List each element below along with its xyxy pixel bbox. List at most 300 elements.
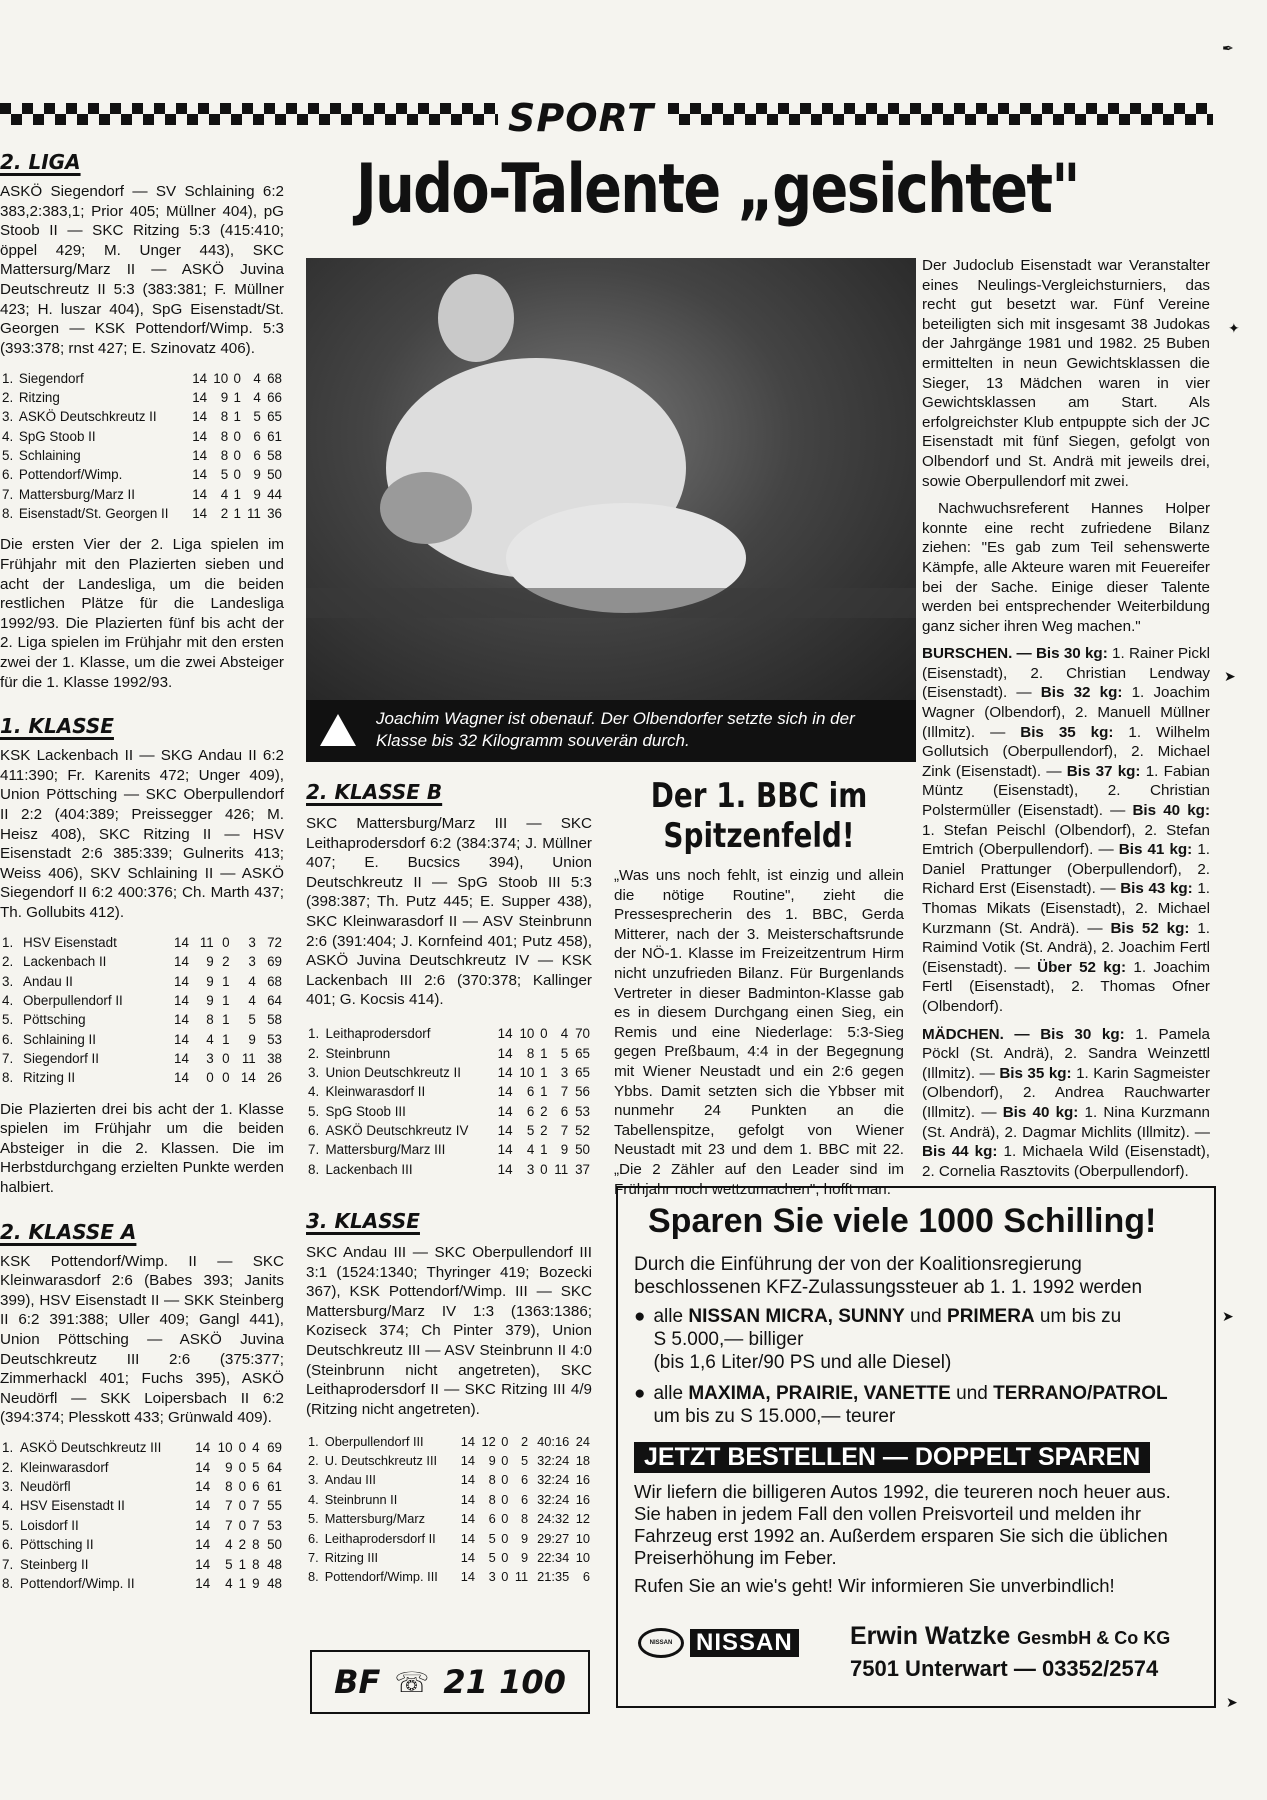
stat-cell: 1 [233,409,241,425]
table-row [306,1121,592,1140]
stat-cell: 5 [526,1123,535,1139]
stat-cell: 14 [460,1530,475,1546]
stat-cell: 72 [267,934,282,950]
caption-triangle-icon [320,714,356,746]
table-row [0,1554,284,1573]
rank-cell: 5. [2,1517,14,1533]
rank-cell: 4. [2,992,14,1008]
team-cell: HSV Eisenstadt II [19,1498,125,1514]
team-cell: Mattersburg/Marz III [325,1142,446,1158]
klasse1-table [0,933,284,1088]
stat-cell: 1 [540,1045,548,1061]
table-row [306,1490,592,1509]
stat-cell: 0 [222,1070,230,1086]
stat-cell: 14 [497,1103,513,1119]
stat-cell: 32:24 [537,1472,570,1488]
stat-cell: 5 [220,467,229,483]
stat-cell: 14 [195,1478,211,1494]
stat-cell: 0 [540,1161,548,1177]
stat-cell: 6 [253,428,261,444]
stat-cell: 0 [501,1549,509,1565]
nissan-emblem-icon: NISSAN [638,1628,684,1658]
stat-cell: 0 [238,1440,247,1456]
judo-photo [306,258,916,700]
dealer-name-text: Erwin Watzke [850,1622,1011,1650]
team-cell: Pöttsching [23,1012,86,1028]
rank-cell: 1. [2,934,14,950]
stat-cell: 1 [540,1084,548,1100]
stat-cell: 9 [220,389,229,405]
rank-cell: 8. [308,1161,320,1177]
table-row [0,952,284,971]
stat-cell: 14 [497,1123,513,1139]
stat-cell: 5 [253,409,261,425]
stat-cell: 14 [195,1556,211,1572]
team-cell: Ritzing II [23,1070,76,1086]
stat-cell: 1 [222,973,230,989]
ad-paragraph-1: Wir liefern die billigeren Autos 1992, die teureren noch heuer aus. Sie haben in jedem Fall den vollen Preisvorteil und melden ihr Fahrzeug erst 1992 an. Außerdem ersparen Sie sich die üblichen Preiserhöhung im Feber. [634,1481,1171,1568]
rank-cell: 6. [308,1530,319,1546]
rank-cell: 1. [2,1440,14,1456]
klasse2a-text: KSK Pottendorf/Wimp. II — SKC Kleinwarasdorf 2:6 (Babes 393; Janits 399), HSV Eisenstadt II — SKK Steinberg II 6:2 391:388; Uller 409; Gangl 441), Union Pöttsching — ASKÖ Juvina Deutschkreutz III 2:6 (375:377; Zimmerhackl 401; Fuchs 395), ASKÖ Neudörfl — SKK Loipersbach II 6:2 (394:374; Plesskott 433; Grünwald 409). [0,1252,284,1427]
stat-cell: 26 [267,1070,282,1086]
team-cell: Mattersburg/Marz [324,1511,426,1527]
stat-cell: 18 [575,1452,590,1468]
table-row [306,1567,592,1586]
stat-cell: 65 [575,1064,590,1080]
stat-cell: 56 [575,1084,590,1100]
phone-icon: ☏ [394,1666,430,1698]
stat-cell: 32:24 [537,1491,570,1507]
stat-cell: 14 [192,506,208,522]
stat-cell: 14 [192,467,208,483]
klasse3-table [306,1431,592,1586]
ad-bullet-1-text: alle NISSAN MICRA, SUNNY und PRIMERA um bis zu S 5.000,— billiger (bis 1,6 Liter/90 PS und alle Diesel) [653,1306,1122,1373]
stat-cell: 0 [222,1051,230,1067]
klasse1-note: Die Plazierten drei bis acht der 1. Klasse spielen im Frühjahr um die beiden Absteiger in die 2. Klassen. Die im Herbstdurchgang erzielten Punkte werden halbiert. [0,1100,284,1197]
klasse2b-table [306,1024,592,1179]
stat-cell: 53 [267,1517,282,1533]
stat-cell: 3 [488,1569,496,1585]
stat-cell: 8 [488,1472,496,1488]
header-checker-left [0,103,498,125]
table-row [0,991,284,1010]
stat-cell: 9 [488,1452,496,1468]
stat-cell: 10 [575,1530,590,1546]
klasse1-text: KSK Lackenbach II — SKG Andau II 6:2 411:390; Fr. Karenits 472; Unger 409), Union Pöttsching — SKC Oberpullendorf II 2:2 (404:389; Preissegger 426; M. Heisz 408), SKC Ritzing II — HSV Eisenstadt 2:6 385:339; Gulnerits 413; Weiss 406), SKV Schlaining II — ASKÖ Siegendorf II 6:2 400:376; Ch. Marth 437; Th. Gollubits 412). [0,747,284,921]
stat-cell: 0 [501,1433,509,1449]
stat-cell: 65 [575,1045,590,1061]
stat-cell: 14 [195,1498,211,1514]
stat-cell: 0 [206,1070,214,1086]
stat-cell: 14 [174,1070,189,1086]
stat-cell: 8 [252,1537,260,1553]
table-row [0,407,284,426]
table-row [0,1049,284,1068]
judo-paragraph-1: Der Judoclub Eisenstadt war Veranstalter eines Neulings-Vergleichsturniers, das recht gut besetzt war. Fünf Vereine beteiligten sich mit insgesamt 38 Judokas der Jahrgänge 1981 und 1982. 25 Buben ermittelten in neun Gewichtsklassen die Sieger, 13 Mädchen waren in vier Gewichtsklassen am Start. Als erfolgreichster Klub entpuppte sich der JC Eisenstadt mit fünf Siegen, gefolgt von Olbendorf und St. Andrä mit jeweils drei, sowie Oberpullendorf mit zwei. [922,257,1210,490]
stat-cell: 11 [241,1051,256,1067]
stat-cell: 14 [195,1537,211,1553]
stat-cell: 14 [195,1517,211,1533]
stat-cell: 1 [233,389,241,405]
table-row [0,1030,284,1049]
stat-cell: 6 [582,1569,590,1585]
stat-cell: 0 [238,1498,247,1514]
stat-cell: 14 [174,992,189,1008]
stat-cell: 0 [233,467,241,483]
stat-cell: 8 [220,409,229,425]
team-cell: ASKÖ Deutschkreutz III [19,1440,162,1456]
ad-bullet-1 [634,1305,1198,1374]
bbc-article [614,776,904,1199]
left-column [0,150,284,1593]
ad-paragraph-2: Rufen Sie an wie's geht! Wir informieren Sie unverbindlich! [634,1575,1115,1596]
team-cell: Schlaining [18,448,81,464]
stat-cell: 1 [540,1064,548,1080]
stat-cell: 4 [248,992,256,1008]
table-row [0,1010,284,1029]
stat-cell: 0 [501,1452,509,1468]
table-row [0,933,284,952]
stat-cell: 44 [267,486,282,502]
stat-cell: 2 [540,1123,548,1139]
header-checker-right [668,103,1213,125]
stat-cell: 3 [206,1051,214,1067]
rank-cell: 7. [2,1556,14,1572]
team-cell: Ritzing III [324,1549,379,1565]
stat-cell: 21:35 [537,1569,570,1585]
liga2-note: Die ersten Vier der 2. Liga spielen im Frühjahr mit den Plazierten sieben und acht der Landesliga, um die beiden restlichen Plätze für die Landesliga 1992/93. Die Plazierten fünf bis acht der 2. Liga spielen im Frühjahr mit den ersten zwei der 1. Klasse, um die zwei Absteiger für die 1. Klasse 1992/93. [0,536,284,691]
stat-cell: 14 [460,1549,475,1565]
table-row [306,1043,592,1062]
stat-cell: 10 [217,1440,233,1456]
table-row [0,465,284,484]
stat-cell: 1 [238,1556,247,1572]
table-row [306,1063,592,1082]
rank-cell: 2. [2,954,14,970]
nissan-ad [616,1186,1216,1708]
ad-bullet-2-text: alle MAXIMA, PRAIRIE, VANETTE und TERRANO/PATROL um bis zu S 15.000,— teurer [653,1383,1168,1427]
klasse2a-table [0,1438,284,1593]
stat-cell: 0 [238,1478,247,1494]
stat-cell: 68 [267,973,282,989]
stat-cell: 14 [192,448,208,464]
stat-cell: 5 [225,1556,233,1572]
stat-cell: 32:24 [537,1452,570,1468]
stat-cell: 3 [248,934,256,950]
ad-title: Sparen Sie viele 1000 Schilling! [648,1202,1157,1240]
team-cell: U. Deutschkreutz III [324,1452,438,1468]
stat-cell: 6 [521,1472,529,1488]
rank-cell: 1. [2,370,14,386]
stat-cell: 8 [225,1478,233,1494]
stat-cell: 5 [248,1012,256,1028]
judo-paragraph-2: Nachwuchsreferent Hannes Holper konnte eine recht zufriedene Bilanz ziehen: "Es gab zum Teil sehenswerte Kämpfe, alle Akteure waren mit Feuereifer bei der Sache. Einige dieser Talente werden bei entsprechender Weiterbildung ganz sicher ihren Weg machen." [922,500,1210,635]
rank-cell: 2. [308,1452,319,1468]
stat-cell: 58 [267,448,282,464]
dealer-name [850,1622,1170,1651]
stat-cell: 14 [192,428,208,444]
stat-cell: 24:32 [537,1511,570,1527]
stat-cell: 4 [560,1026,569,1042]
team-cell: ASKÖ Deutschkreutz IV [325,1123,469,1139]
stat-cell: 6 [526,1084,535,1100]
stat-cell: 4 [248,973,256,989]
stat-cell: 14 [174,1051,189,1067]
judo-results-girls: MÄDCHEN. — Bis 30 kg: 1. Pamela Pöckl (St. Andrä), 2. Sandra Weinzettl (Illmitz). — Bis 35 kg: 1. Karin Sagmeister (Olbendorf), 2. Andrea Rauchwarter (Illmitz). — Bis 40 kg: 1. Nina Kurzmann (St. Andrä), 2. Dagmar Michlits (Illmitz). — Bis 44 kg: 1. Michaela Wild (Eisenstadt), 2. Cornelia Rasztovits (Oberpullendorf). [922,1025,1211,1180]
team-cell: Ritzing [18,389,60,405]
stat-cell: 14 [192,389,208,405]
nissan-logo [638,1628,799,1658]
table-row [0,504,284,523]
rank-cell: 5. [308,1511,319,1527]
stat-cell: 8 [206,1012,214,1028]
stat-cell: 0 [501,1511,509,1527]
team-cell: Pottendorf/Wimp. II [19,1575,135,1591]
stat-cell: 14 [240,1070,256,1086]
bf-number: 21 100 [443,1663,566,1701]
team-cell: Leithaprodersdorf [325,1026,431,1042]
rank-cell: 4. [2,1498,14,1514]
stat-cell: 5 [521,1452,529,1468]
table-row [0,1457,284,1476]
table-row [306,1548,592,1567]
stat-cell: 53 [575,1103,590,1119]
table-row [0,1438,284,1457]
stat-cell: 9 [252,1575,260,1591]
rank-cell: 2. [2,389,14,405]
rank-cell: 3. [2,409,14,425]
stat-cell: 52 [575,1123,590,1139]
stat-cell: 8 [526,1045,535,1061]
stat-cell: 36 [267,506,282,522]
rank-cell: 8. [2,1070,14,1086]
stat-cell: 9 [206,992,214,1008]
table-row [306,1024,592,1043]
team-cell: Pöttsching II [19,1537,94,1553]
stat-cell: 0 [238,1517,247,1533]
rank-cell: 2. [308,1045,320,1061]
stat-cell: 9 [253,467,261,483]
rank-cell: 6. [308,1123,320,1139]
table-row [306,1528,592,1547]
stat-cell: 9 [225,1459,233,1475]
stat-cell: 4 [206,1031,214,1047]
liga2-table [0,368,284,523]
stat-cell: 2 [540,1103,548,1119]
stat-cell: 16 [575,1491,590,1507]
team-cell: Andau II [23,973,73,989]
stat-cell: 5 [488,1530,496,1546]
right-column [922,256,1210,1181]
stat-cell: 1 [238,1575,247,1591]
rank-cell: 5. [2,1012,14,1028]
dealer-address: 7501 Unterwart — 03352/2574 [850,1656,1159,1681]
stat-cell: 6 [488,1511,496,1527]
stat-cell: 50 [575,1142,590,1158]
team-cell: Steinbrunn II [324,1491,398,1507]
team-cell: Mattersburg/Marz II [18,486,135,502]
stat-cell: 9 [521,1530,529,1546]
team-cell: Oberpullendorf III [324,1433,424,1449]
stat-cell: 8 [521,1511,529,1527]
klasse2b-heading: 2. KLASSE B [306,780,443,804]
team-cell: Leithaprodersdorf II [324,1530,436,1546]
stat-cell: 7 [252,1498,260,1514]
table-row [0,1516,284,1535]
stat-cell: 14 [497,1161,513,1177]
nissan-wordmark: NISSAN [690,1629,799,1657]
margin-mark: ✦ [1228,320,1240,336]
rank-cell: 6. [2,467,14,483]
middle-column [306,780,592,1587]
rank-cell: 7. [308,1549,319,1565]
stat-cell: 55 [267,1498,282,1514]
stat-cell: 0 [222,934,230,950]
stat-cell: 9 [253,486,261,502]
stat-cell: 7 [225,1498,233,1514]
team-cell: Pottendorf/Wimp. III [324,1569,438,1585]
stat-cell: 50 [267,1537,282,1553]
photo-caption [306,700,916,762]
stat-cell: 14 [174,934,189,950]
stat-cell: 10 [575,1549,590,1565]
team-cell: Siegendorf [18,370,84,386]
margin-mark: ✒ [1222,40,1234,56]
stat-cell: 3 [560,1064,569,1080]
stat-cell: 53 [267,1031,282,1047]
team-cell: SpG Stoob III [325,1103,406,1119]
bf-label: BF [334,1663,381,1701]
stat-cell: 14 [174,973,189,989]
stat-cell: 7 [225,1517,233,1533]
stat-cell: 58 [267,1012,282,1028]
team-cell: HSV Eisenstadt [23,934,117,950]
rank-cell: 1. [308,1026,320,1042]
stat-cell: 8 [220,448,229,464]
ad-banner: JETZT BESTELLEN — DOPPELT SPAREN [634,1442,1150,1473]
table-row [0,368,284,387]
rank-cell: 8. [308,1569,319,1585]
margin-mark: ➤ [1226,1694,1238,1710]
stat-cell: 40:16 [537,1433,570,1449]
stat-cell: 24 [575,1433,590,1449]
rank-cell: 6. [2,1031,14,1047]
stat-cell: 68 [267,370,282,386]
stat-cell: 11 [514,1569,529,1585]
team-cell: SpG Stoob II [18,428,96,444]
liga2-heading: 2. LIGA [0,150,81,174]
stat-cell: 5 [252,1459,260,1475]
stat-cell: 10 [519,1064,535,1080]
team-cell: Neudörfl [19,1478,71,1494]
table-row [306,1082,592,1101]
team-cell: Oberpullendorf II [23,992,123,1008]
stat-cell: 9 [248,1031,256,1047]
liga2-text: ASKÖ Siegendorf — SV Schlaining 6:2 383,2:383,1; Prior 405; Müllner 404), pG Stoob II — SKC Ritzing 5:3 (415:410; öppel 429; M. Unger 443), SKC Mattersurg/Marz II — ASKÖ Juvina Deutschreutz II 5:3 (383:381; F. Müllner 423; H. luszar 404), SpG Eisenstadt/St. Georgen — KSK Pottendorf/Wimp. 5:3 (393:378; rnst 427; E. Szinovatz 406). [0,183,284,357]
rank-cell: 3. [2,1478,14,1494]
table-row [0,485,284,504]
margin-mark: ➤ [1222,1308,1234,1324]
table-row [0,388,284,407]
stat-cell: 2 [222,954,230,970]
stat-cell: 14 [192,486,208,502]
team-cell: Union Deutschkreutz II [325,1064,461,1080]
stat-cell: 48 [267,1556,282,1572]
team-cell: Kleinwarasdorf [19,1459,109,1475]
stat-cell: 0 [233,448,241,464]
team-cell: Steinberg II [19,1556,89,1572]
table-row [0,427,284,446]
stat-cell: 14 [195,1459,211,1475]
klasse1-heading: 1. KLASSE [0,714,114,739]
stat-cell: 1 [233,506,241,522]
stat-cell: 64 [267,992,282,1008]
team-cell: Kleinwarasdorf II [325,1084,426,1100]
table-row [0,1496,284,1515]
stat-cell: 14 [174,954,189,970]
rank-cell: 3. [308,1064,320,1080]
rank-cell: 7. [2,486,14,502]
stat-cell: 12 [575,1511,590,1527]
stat-cell: 0 [238,1459,247,1475]
stat-cell: 14 [460,1472,475,1488]
rank-cell: 3. [308,1472,319,1488]
stat-cell: 4 [220,486,229,502]
stat-cell: 8 [488,1491,496,1507]
stat-cell: 4 [253,370,261,386]
stat-cell: 11 [246,506,261,522]
bullet-icon: ● [634,1383,646,1404]
team-cell: Lackenbach III [325,1161,413,1177]
bf-box [310,1650,590,1714]
stat-cell: 16 [575,1472,590,1488]
team-cell: Andau III [324,1472,376,1488]
stat-cell: 1 [222,1012,230,1028]
stat-cell: 4 [225,1575,233,1591]
stat-cell: 0 [501,1530,509,1546]
stat-cell: 3 [526,1161,535,1177]
rank-cell: 8. [2,506,14,522]
stat-cell: 66 [267,389,282,405]
stat-cell: 14 [192,409,208,425]
caption-text: Joachim Wagner ist obenauf. Der Olbendorfer setzte sich in der Klasse bis 32 Kilogramm souverän durch. [376,709,855,750]
stat-cell: 1 [222,1031,230,1047]
rank-cell: 3. [2,973,14,989]
table-row [306,1509,592,1528]
klasse3-heading: 3. KLASSE [306,1209,420,1234]
stat-cell: 1 [222,992,230,1008]
stat-cell: 50 [267,467,282,483]
ad-intro: Durch die Einführung der von der Koalitionsregierung beschlossenen KFZ-Zulassungssteuer ab 1. 1. 1992 werden [634,1254,1143,1298]
stat-cell: 4 [253,389,261,405]
stat-cell: 69 [267,954,282,970]
table-row [0,1068,284,1087]
stat-cell: 4 [526,1142,535,1158]
bbc-headline: Der 1. BBC im Spitzenfeld! [650,776,868,856]
team-cell: Schlaining II [23,1031,96,1047]
headline: Judo-Talente „gesichtet" [356,150,1079,229]
table-row [306,1102,592,1121]
stat-cell: 38 [267,1051,282,1067]
stat-cell: 6 [521,1491,529,1507]
stat-cell: 29:27 [537,1530,570,1546]
stat-cell: 3 [248,954,256,970]
stat-cell: 61 [267,428,282,444]
rank-cell: 4. [2,428,14,444]
team-cell: Lackenbach II [23,954,107,970]
stat-cell: 14 [192,370,208,386]
